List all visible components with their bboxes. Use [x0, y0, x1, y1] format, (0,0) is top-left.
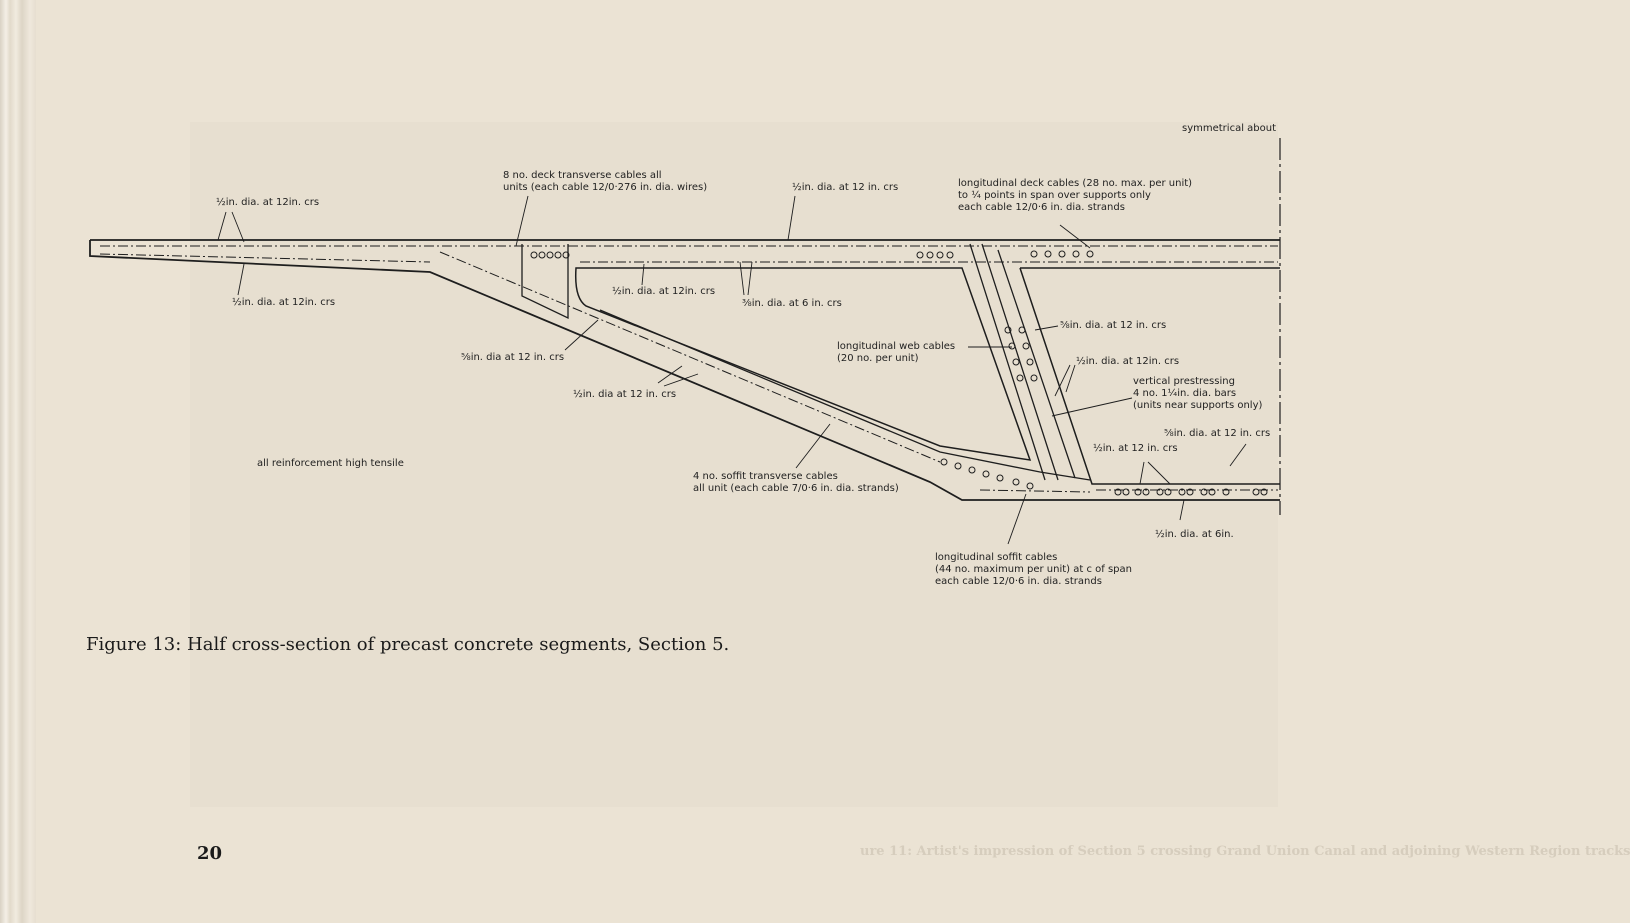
label-soffit-top-1: ⅝in. dia. at 12 in. crs [1164, 428, 1271, 439]
show-through-text: ure 11: Artist's impression of Section 5 crossing Grand Union Canal and adjoining Western Region tracks [860, 844, 1630, 859]
label-soffit-bottom: ½in. dia. at 6in. [1155, 529, 1234, 540]
label-deck-transverse-cables: 8 no. deck transverse cables all units (each cable 12/0·276 in. dia. wires) [503, 170, 708, 193]
label-web-right-2: ½in. dia. at 12in. crs [1076, 356, 1180, 367]
web-lines [970, 244, 1075, 480]
label-longitudinal-web-cables: longitudinal web cables (20 no. per unit) [837, 341, 956, 364]
label-longitudinal-deck-cables: longitudinal deck cables (28 no. max. per unit) to ¼ points in span over supports only each cable 12/0·6 in. dia. strands [958, 178, 1193, 213]
label-web-right-1: ⅝in. dia. at 12 in. crs [1060, 320, 1167, 331]
label-soffit-top-2: ½in. at 12 in. crs [1093, 443, 1178, 454]
label-symmetrical: symmetrical about [1182, 123, 1277, 134]
label-high-tensile: all reinforcement high tensile [257, 458, 404, 469]
label-web-left-1: ⅝in. dia at 12 in. crs [461, 352, 565, 363]
label-top-slab-low-2: ⅜in. dia. at 6 in. crs [742, 298, 842, 309]
label-cantilever-top: ½in. dia. at 12in. crs [216, 197, 320, 208]
label-vertical-prestressing: vertical prestressing 4 no. 1¼in. dia. bars (units near supports only) [1133, 376, 1263, 411]
figure-caption: Figure 13: Half cross-section of precast concrete segments, Section 5. [86, 634, 730, 655]
label-web-left-2: ½in. dia at 12 in. crs [573, 389, 677, 400]
page-number: 20 [197, 843, 223, 864]
label-cantilever-bottom: ½in. dia. at 12in. crs [232, 297, 336, 308]
label-longitudinal-soffit-cables: longitudinal soffit cables (44 no. maximum per unit) at c of span each cable 12/0·6 in. dia. strands [935, 552, 1132, 587]
label-top-slab-mid: ½in. dia. at 12 in. crs [792, 182, 899, 193]
label-soffit-transverse-cables: 4 no. soffit transverse cables all unit (each cable 7/0·6 in. dia. strands) [693, 471, 899, 494]
label-top-slab-low-1: ½in. dia. at 12in. crs [612, 286, 716, 297]
